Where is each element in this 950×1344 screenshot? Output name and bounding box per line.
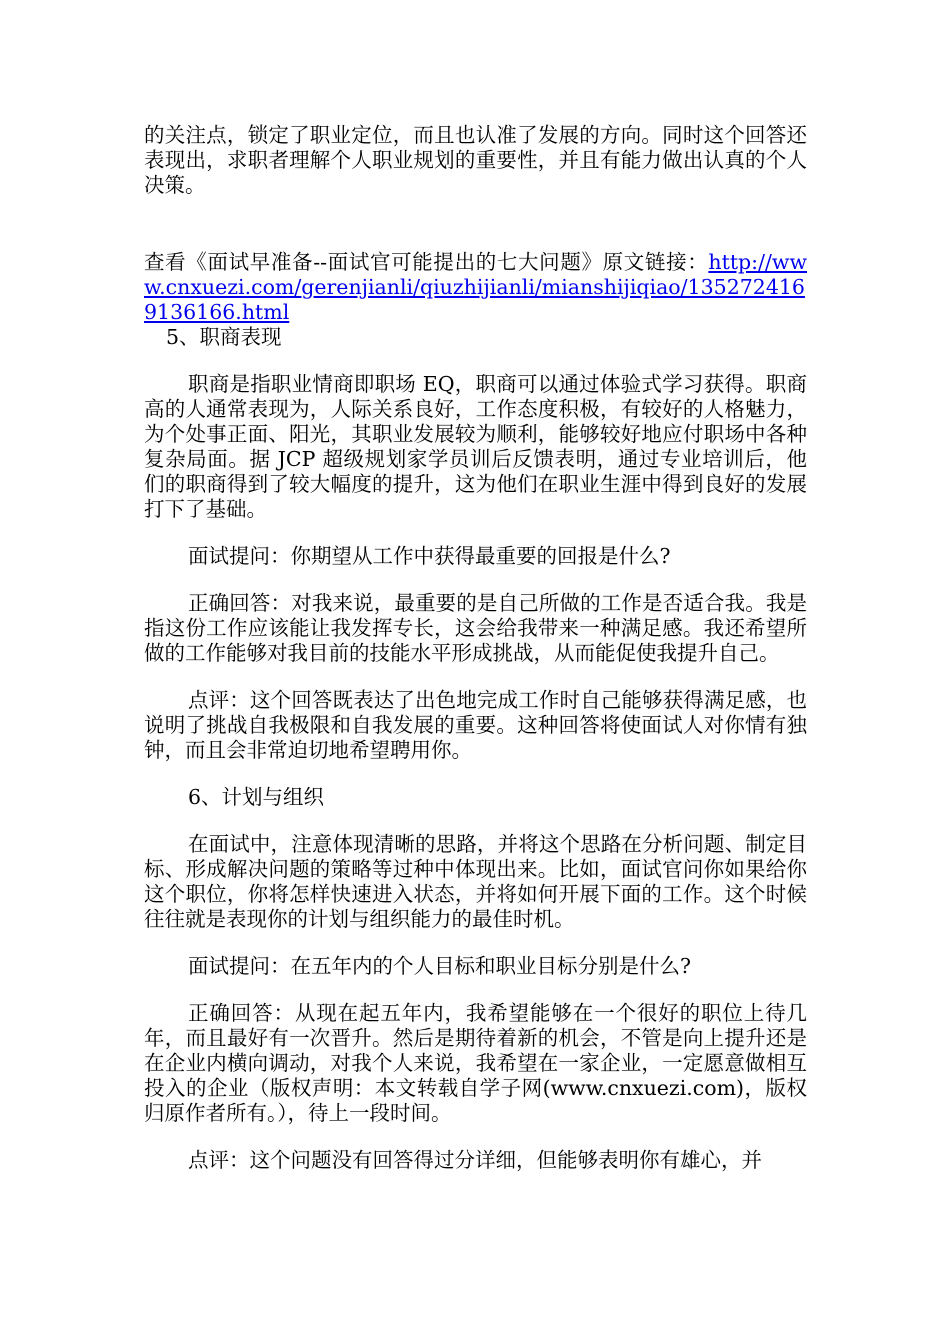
document-page — [144, 123, 807, 1173]
spacer — [144, 979, 807, 1001]
spacer — [144, 350, 807, 372]
paragraph-planning: 在面试中，注意体现清晰的思路，并将这个思路在分析问题、制定目标、形成解决问题的策略等过种中体现出来。比如，面试官问你如果给你这个职位，你将怎样快速进入状态，并将如何开展下面的工作。这个时候往往就是表现你的计划与组织能力的最佳时机。 — [144, 832, 807, 931]
paragraph-source-link — [144, 250, 807, 325]
section-heading-eq: 5、职商表现 — [166, 325, 282, 349]
paragraph-eq: 职商是指职业情商即职场 EQ，职商可以通过体验式学习获得。职商高的人通常表现为，人际关系良好，工作态度积极，有较好的人格魅力，为个处事正面、阳光，其职业发展较为顺利，能够较好地应付职场中各种复杂局面。据 JCP 超级规划家学员训后反馈表明，通过专业培训后，他们的职商得到了较大幅度的提升，这为他们在职业生涯中得到良好的发展打下了基础。 — [144, 372, 807, 521]
spacer — [144, 666, 807, 688]
answer-five-year-goal: 正确回答：从现在起五年内，我希望能够在一个很好的职位上待几年，而且最好有一次晋升。然后是期待着新的机会，不管是向上提升还是在企业内横向调动，对我个人来说，我希望在一家企业，一定愿意做相互投入的企业（版权声明：本文转载自学子网(www.cnxuezi.com)，版权归原作者所有。），待上一段时间。 — [144, 1001, 807, 1125]
source-link[interactable]: http://www.cnxuezi.com/gerenjianli/qiuzhijianli/mianshijiqiao/1352724169136166.html — [144, 250, 807, 324]
answer-reward: 正确回答：对我来说，最重要的是自己所做的工作是否适合我。我是指这份工作应该能让我发挥专长，这会给我带来一种满足感。我还希望所做的工作能够对我目前的技能水平形成挑战，从而能促使我提升自己。 — [144, 591, 807, 665]
link-prefix: 查看《面试早准备--面试官可能提出的七大问题》原文链接： — [144, 250, 709, 274]
spacer — [144, 522, 807, 544]
spacer — [144, 763, 807, 785]
spacer — [144, 810, 807, 832]
spacer — [144, 1126, 807, 1148]
spacer — [144, 569, 807, 591]
question-five-year-goal: 面试提问：在五年内的个人目标和职业目标分别是什么? — [188, 954, 691, 978]
spacer — [144, 198, 807, 250]
comment-five-year-goal: 点评：这个问题没有回答得过分详细，但能够表明你有雄心，并 — [188, 1148, 762, 1172]
paragraph-career-focus: 的关注点，锁定了职业定位，而且也认准了发展的方向。同时这个回答还表现出，求职者理解个人职业规划的重要性，并且有能力做出认真的个人决策。 — [144, 123, 807, 197]
spacer — [144, 932, 807, 954]
question-reward: 面试提问：你期望从工作中获得最重要的回报是什么? — [188, 544, 671, 568]
section-heading-planning: 6、计划与组织 — [188, 785, 325, 809]
comment-reward: 点评：这个回答既表达了出色地完成工作时自己能够获得满足感，也说明了挑战自我极限和自我发展的重要。这种回答将使面试人对你情有独钟，而且会非常迫切地希望聘用你。 — [144, 688, 807, 762]
